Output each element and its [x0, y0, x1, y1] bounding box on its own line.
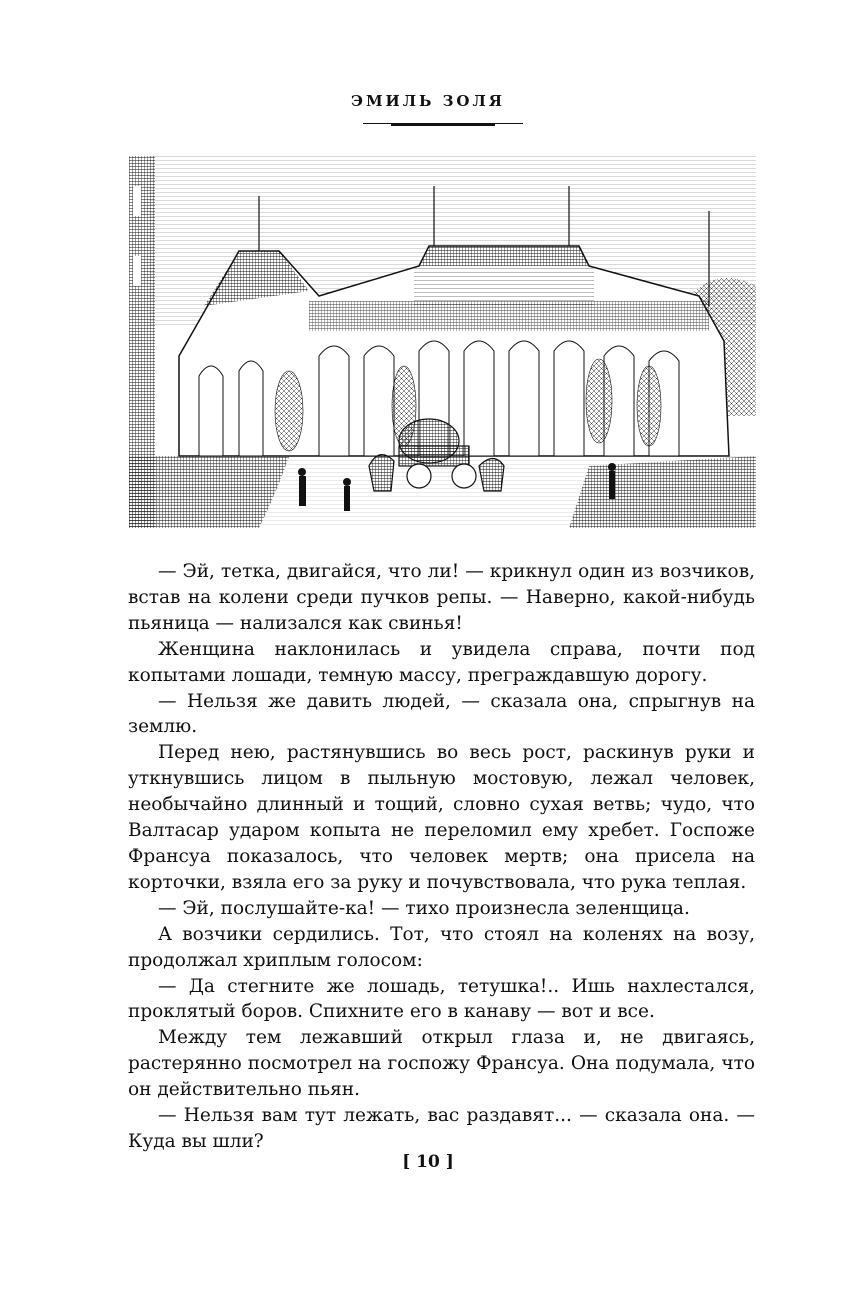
body-text [128, 559, 755, 1155]
paragraph: Женщина наклонилась и увидела справа, почти под копытами лошади, темную массу, преграждавшую дорогу. [128, 638, 755, 686]
paragraph: — Эй, тетка, двигайся, что ли! — крикнул один из возчиков, встав на колени среди пучков репы. — Наверно, какой-нибудь пьяница — нализался как свинья! [128, 561, 755, 634]
paragraph: Между тем лежавший открыл глаза и, не двигаясь, растерянно посмотрел на госпожу Франсуа. Она подумала, что он действительно пьян. [128, 1027, 755, 1101]
page-number: [ 10 ] [402, 1152, 454, 1172]
market-hall-engraving [129, 156, 756, 528]
paragraph: — Да стегните же лошадь, тетушка!.. Ишь нахлестался, проклятый боров. Спихните его в канаву — вот и все. [128, 975, 755, 1023]
header-rule [363, 123, 523, 124]
paragraph: — Эй, послушайте-ка! — тихо произнесла зеленщица. [158, 897, 690, 919]
paragraph: — Нельзя вам тут лежать, вас раздавят... — сказала она. — Куда вы шли? [128, 1105, 755, 1152]
paragraph: А возчики сердились. Тот, что стоял на коленях на возу, продолжал хриплым голосом: [128, 923, 755, 971]
paragraph: Перед нею, растянувшись во весь рост, раскинув руки и уткнувшись лицом в пыльную мостовую, лежал человек, необычайно длинный и тощий, словно сухая ветвь; чудо, что Валтасар ударом копыта не переломил ему хребет. Госпоже Франсуа показалось, что человек мертв; она присела на корточки, взяла его за руку и почувствовала, что рука теплая. [128, 742, 755, 893]
paragraph: — Нельзя же давить людей, — сказала она, спрыгнув на землю. [128, 690, 755, 738]
running-head: ЭМИЛЬ ЗОЛЯ [351, 92, 505, 110]
